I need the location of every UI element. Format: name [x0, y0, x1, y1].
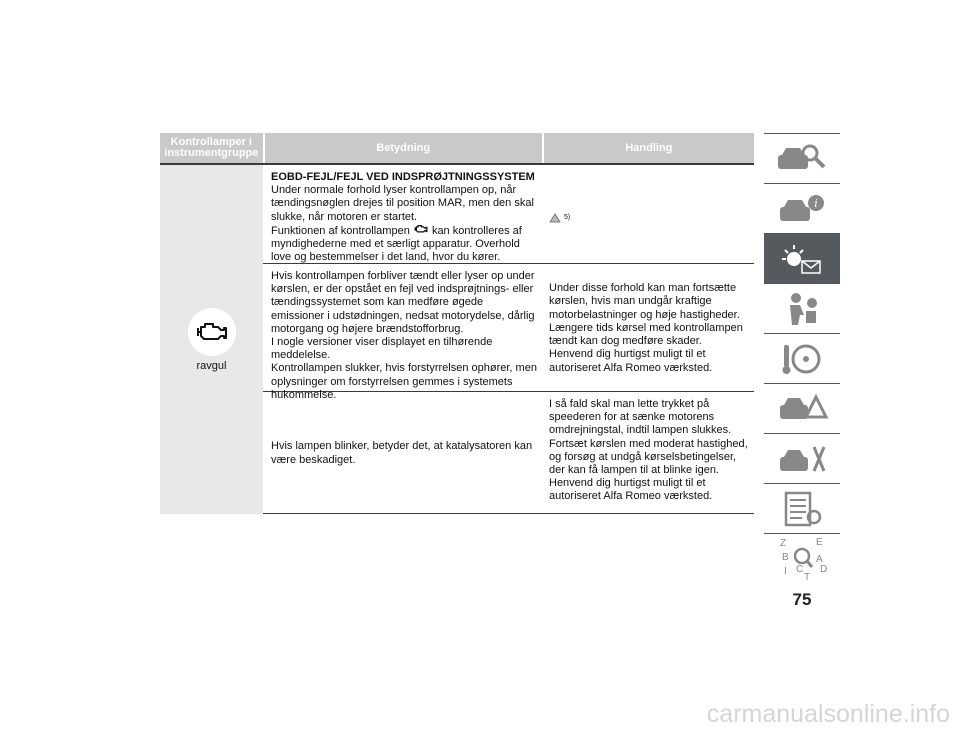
warning-light-message-icon [772, 239, 832, 279]
car-tools-icon [772, 439, 832, 479]
meaning-text: Hvis lampen blinker, betyder det, at katalysatoren kan være beskadiget. [271, 440, 533, 466]
tab-dashboard-info[interactable] [764, 183, 840, 233]
warning-lights-table [160, 133, 754, 514]
chapter-sidebar [764, 133, 840, 583]
watermark: carmanualsonline.info [706, 700, 950, 728]
tab-emergency[interactable] [764, 383, 840, 433]
table-row [263, 264, 754, 401]
lamp-color-label: ravgul [196, 359, 227, 372]
svg-text:D: D [820, 563, 828, 575]
tab-technical-data[interactable] [764, 483, 840, 533]
header-action: Handling [625, 142, 673, 154]
action-text: Under disse forhold kan man fortsætte kørslen, hvis man undgår kraftige motorbelastninger og høje hastigheder. Længere tids kørsel med kontrollampen tændt kan dog medføre skader. Henvend dig hurtigst muligt til et autoriseret Alfa Romeo værksted. [549, 282, 743, 374]
svg-text:i: i [814, 196, 818, 210]
seat-airbag-icon [772, 289, 832, 329]
technical-data-icon [772, 489, 832, 529]
svg-text:C: C [796, 563, 804, 575]
tab-safety[interactable] [764, 283, 840, 333]
car-breakdown-icon [772, 389, 832, 429]
tab-starting-driving[interactable] [764, 333, 840, 383]
alphabetical-index-icon [772, 536, 832, 582]
header-meaning: Betydning [376, 142, 431, 154]
meaning-text: Hvis kontrollampen forbliver tændt eller lyser op under kørslen, er der opstået en fejl ved indsprøjtnings- eller tændingssystemet som kan medføre øgede emissioner i udstødningen, nedsat motorydelse, dårlig motorgang og højere brændstofforbrug. I nogle versioner viser displayet en tilhørende meddelelse. Kontrollampen slukker, hvis forstyrrelsen ophører, men oplysninger om forstyrrelsen gemmes i systemets hukommelse. [271, 270, 537, 401]
svg-text:B: B [782, 551, 789, 563]
warning-reference: 5) [549, 211, 750, 224]
section-title: EOBD-FEJL/FEJL VED INDSPRØJTNINGSSYSTEM [271, 171, 535, 183]
svg-text:T: T [804, 571, 811, 582]
meaning-text: Under normale forhold lyser kontrollampen op, når tændingsnøglen drejes til position MAR, men den skal slukke, når motoren er startet. [271, 184, 534, 223]
car-search-icon [772, 139, 832, 179]
tab-maintenance[interactable] [764, 433, 840, 483]
tab-warning-lights[interactable] [764, 233, 840, 283]
meaning-text-2: Funktionen af kontrollampen kan kontrolleres af myndighederne med et særligt apparatur. Overhold love og bestemmelser i det land, hvor du kører. [271, 224, 522, 264]
table-row [263, 165, 754, 264]
action-text: I så fald skal man lette trykket på speederen for at sænke motorens omdrejningstal, indtil lampen slukkes. Fortsæt kørslen med moderat hastighed, og forsøg at undgå kørselsbetingelser, der kan få lampen til at blinke igen. Henvend dig hurtigst muligt til et autoriseret Alfa Romeo værksted. [549, 398, 748, 503]
steering-key-icon [772, 339, 832, 379]
table-header [160, 133, 754, 163]
svg-text:Z: Z [780, 537, 787, 549]
table-row [263, 392, 754, 514]
hand-warning-icon [549, 213, 561, 223]
tab-index[interactable] [764, 533, 840, 583]
svg-text:A: A [816, 553, 823, 565]
tab-knowing-car[interactable] [764, 133, 840, 183]
lamp-cell [160, 165, 263, 514]
svg-text:E: E [816, 536, 823, 548]
page-number: 75 [792, 590, 812, 609]
header-lamps: Kontrollamper i instrumentgruppe [164, 136, 259, 159]
engine-check-icon [188, 308, 236, 356]
engine-check-icon [413, 224, 429, 238]
car-info-icon [772, 189, 832, 229]
svg-text:I: I [784, 565, 787, 577]
